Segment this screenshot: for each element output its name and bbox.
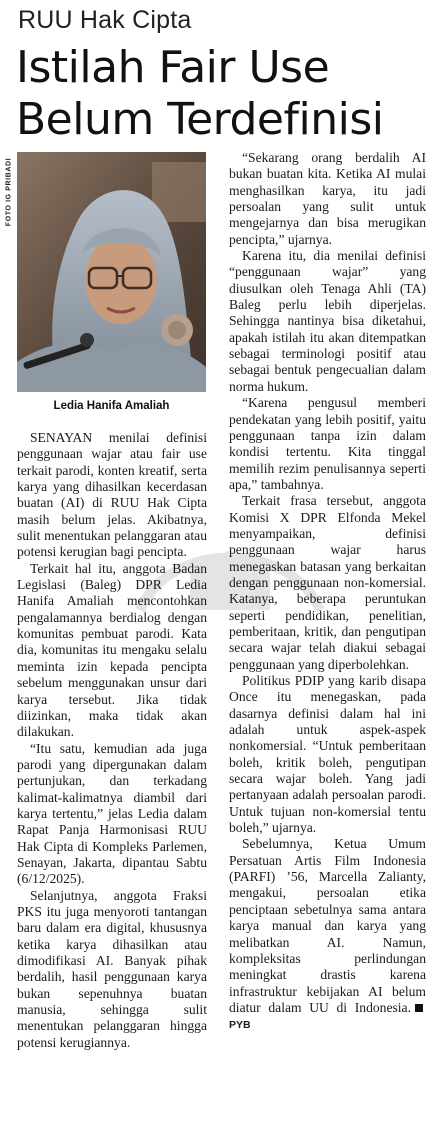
article-paragraph: “Karena pengusul memberi pendekatan yang lebih positif, yaitu penggunaan tanpa izin dalam kondisi tertentu. Kita tinggal memilih rezim penulisannya seperti apa,” tambahnya. [229,395,426,492]
photo-credit: FOTO IG PRIBADI [5,157,13,227]
article-paragraph: Karena itu, dia menilai definisi “penggunaan wajar” yang diusulkan oleh Tenaga Ahli (TA) Baleg perlu lebih diperjelas. Sehingga nantinya bisa diketahui, apakah istilah itu akan ditempatkan sebagai terminologi positif atau sebagai bentuk pengecualian dalam norma hukum. [229,248,426,394]
article-paragraph: Politikus PDIP yang karib disapa Once itu menegaskan, pada dasarnya definisi dalam hal ini adalah untuk aspek-aspek nonkomersial. “Untuk pemberitaan boleh, kritik boleh, pengutipan secara wajar boleh. Yang jadi pertanyaan adalah persoalan parodi. Untuk tujuan non-komersial tentu boleh,” ujarnya. [229,673,426,836]
article-paragraph: Sebelumnya, Ketua Umum Persatuan Artis Film Indonesia (PARFI) ’56, Marcella Zalianty, mengakui, persoalan etika penciptaan sebetulnya sama antara karya manual dan karya yang melibatkan AI. Namun, kompleksitas perlindungan meningkat drastis karena infrastruktur kebijakan AI belum diatur dalam UU di Indonesia.PYB [229,836,426,1032]
headline: Istilah Fair Use Belum Terdefinisi [16,42,384,145]
photo-caption: Ledia Hanifa Amaliah [53,400,170,412]
article-paragraph: “Sekarang orang berdalih AI bukan buatan kita. Ketika AI mulai menghasilkan karya, itu jadi persoalan yang sulit untuk mengejarnya dan bisa merugikan pencipta,” ujarnya. [229,150,426,247]
article-paragraph: Terkait hal itu, anggota Badan Legislasi (Baleg) DPR Ledia Hanifa Amaliah mencontohkan pengalamannya berdialog dengan komunitas pembuat parodi. Kata dia, komunitas itu mengaku selalu meminta izin kepada pencipta sebelum menggunakan unsur dari karya tersebut. Jika tidak diizinkan, maka tidak akan dilakukan. [17,560,207,740]
article-column-left [17,430,207,1051]
author-initials: PYB [229,1019,251,1032]
article-paragraph: “Itu satu, kemudian ada juga parodi yang dipergunakan dalam pertunjukan, dan terkadang kalimat-kalimatnya diambil dari karya tertentu,” jelas Ledia dalam Rapat Panja Harmonisasi RUU Hak Cipta di Kompleks Parlemen, Senayan, Jakarta, dipantau Sabtu (6/12/2025). [17,740,207,887]
article-paragraph: Terkait frasa tersebut, anggota Komisi X DPR Elfonda Mekel menyampaikan, definisi penggunaan wajar harus menegaskan batasan yang berkaitan dengan penggunaan non-komersial. Katanya, beberapa peruntukan seperti pendidikan, penelitian, pemberitaan, kritik, dan pengutipan secara wajar telah diakui sebagai penggunaan yang diperbolehkan. [229,493,426,672]
portrait-illustration [17,152,206,392]
portrait-photo [17,152,206,392]
article-paragraph: SENAYAN menilai definisi penggunaan wajar atau fair use terkait parodi, konten kreatif, serta karya yang dihasilkan kecerdasan buatan (AI) di RUU Hak Cipta masih belum jelas. Akibatnya, sulit menentukan pelanggaran atau potensi kerugian bagi pencipta. [17,430,207,560]
end-mark-icon [415,1004,423,1012]
article-column-right [229,150,426,1034]
kicker: RUU Hak Cipta [18,6,192,34]
article-paragraph: Selanjutnya, anggota Fraksi PKS itu juga menyoroti tantangan baru dalam era digital, khususnya ketika karya dihasilkan atau dimodifikasi AI. Banyak pihak berdalih, hasil penggunaan karya bukan sepenuhnya buatan manusia, sehingga sulit menentukan pelanggaran hingga potensi kerugiannya. [17,887,207,1050]
